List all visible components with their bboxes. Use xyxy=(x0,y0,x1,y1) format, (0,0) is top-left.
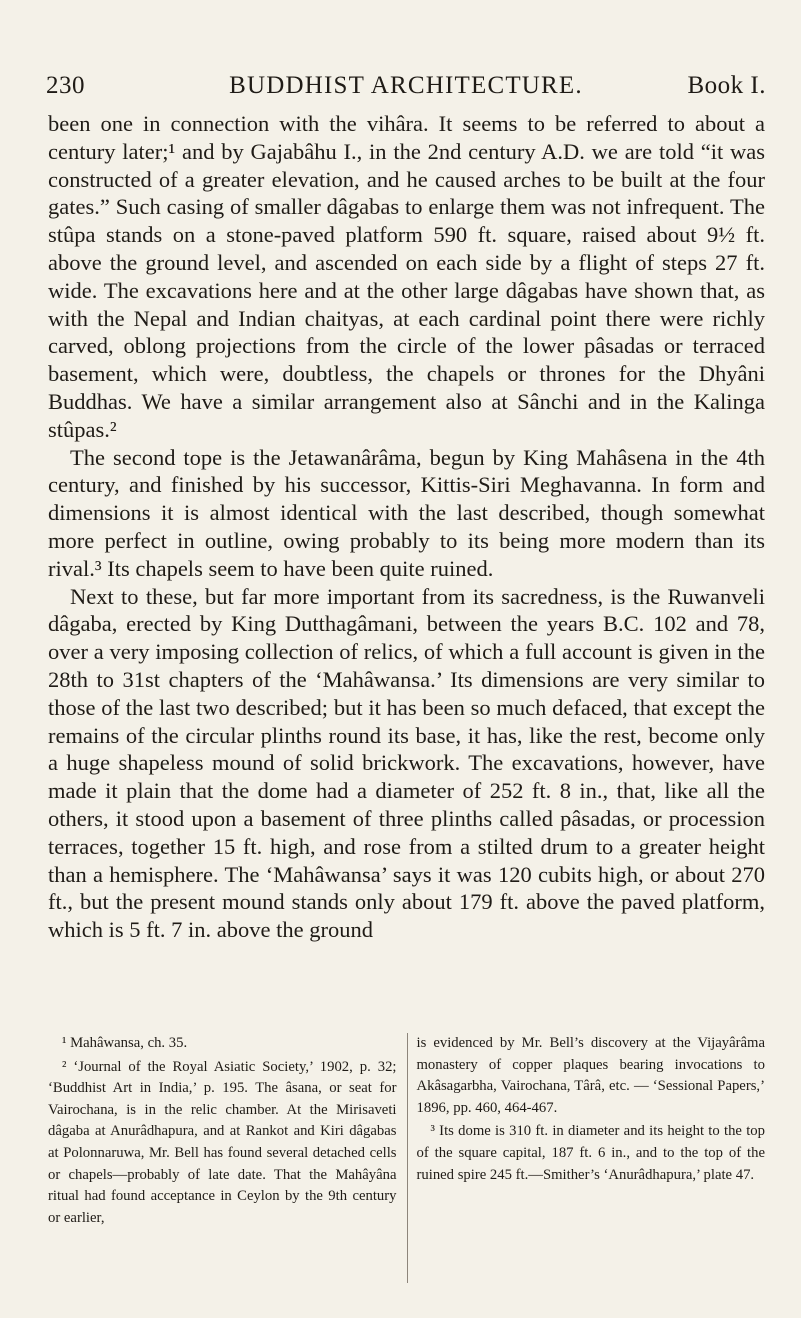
footnote: ² ‘Journal of the Royal Asiatic Society,’ 1902, p. 32; ‘Buddhist Art in India,’ p. 195. The âsana, or seat for Vairochana, is in the relic chamber. At the Mirisaveti dâgaba at Anurâdhapura, and at Rankot and Kiri dâgabas at Polonnaruwa, Mr. Bell has found several detached cells or chapels—probably of late date. That the Mahâyâna ritual had found acceptance in Ceylon by the 9th century or earlier, xyxy=(48,1058,397,1226)
book-label: Book I. xyxy=(687,72,766,99)
footnotes-right-column xyxy=(417,1033,766,1293)
footnote: ¹ Mahâwansa, ch. 35. xyxy=(62,1035,188,1051)
page-number: 230 xyxy=(46,72,85,99)
main-text xyxy=(48,110,765,944)
page-header xyxy=(46,64,766,104)
paragraph: been one in connection with the vihâra. It seems to be referred to about a century later;¹ and by Gajabâhu I., in the 2nd century A.D. we are told “it was constructed of a greater elevation, and he caused arches to be built at the four gates.” Such casing of smaller dâgabas to enlarge them was not infrequent. The stûpa stands on a stone-paved platform 590 ft. square, raised about 9½ ft. above the ground level, and ascended on each side by a flight of steps 27 ft. wide. The excavations here and at the other large dâgabas have shown that, as with the Nepal and Indian chaityas, at each cardinal point there were richly carved, oblong projections from the circle of the lower pâsadas or terraced basement, which were, doubtless, the chapels or thrones for the Dhyâni Buddhas. We have a similar arrangement also at Sânchi and in the Kalinga stûpas.² xyxy=(48,111,765,442)
footnote: ³ Its dome is 310 ft. in diameter and its height to the top of the square capital, 187 ft. 6 in., and to the top of the ruined spire 245 ft.—Smither’s ‘Anurâdhapura,’ plate 47. xyxy=(416,1123,765,1183)
footnote-continuation: is evidenced by Mr. Bell’s discovery at the Vijayârâma monastery of copper plaques bearing invocations to Akâsagarbha, Vairochana, Târâ, etc. — ‘Sessional Papers,’ 1896, pp. 460, 464-467. xyxy=(416,1035,765,1116)
running-title: BUDDHIST ARCHITECTURE. xyxy=(229,72,583,99)
paragraph: The second tope is the Jetawanârâma, begun by King Mahâsena in the 4th century, and finished by his successor, Kittis-Siri Meghavanna. In form and dimensions it is almost identical with the last described, though somewhat more perfect in outline, owing probably to its being more modern than its rival.³ Its chapels seem to have been quite ruined. xyxy=(48,444,765,581)
paragraph: Next to these, but far more important from its sacredness, is the Ruwanveli dâgaba, erected by King Dutthagâmani, between the years B.C. 102 and 78, over a very imposing collection of relics, of which a full account is given in the 28th to 31st chapters of the ‘Mahâwansa.’ Its dimensions are very similar to those of the last two described; but it has been so much defaced, that except the remains of the circular plinths round its base, it has, like the rest, become only a huge shapeless mound of solid brickwork. The excavations, however, have made it plain that the dome had a diameter of 252 ft. 8 in., that, like all the others, it stood upon a basement of three plinths called pâsadas, or procession terraces, together 15 ft. high, and rose from a stilted drum to a greater height than a hemisphere. The ‘Mahâwansa’ says it was 120 cubits high, or about 270 ft., but the present mound stands only about 179 ft. above the paved platform, which is 5 ft. 7 in. above the ground xyxy=(48,583,765,943)
footnotes xyxy=(48,1033,765,1293)
footnotes-left-column xyxy=(48,1033,397,1293)
